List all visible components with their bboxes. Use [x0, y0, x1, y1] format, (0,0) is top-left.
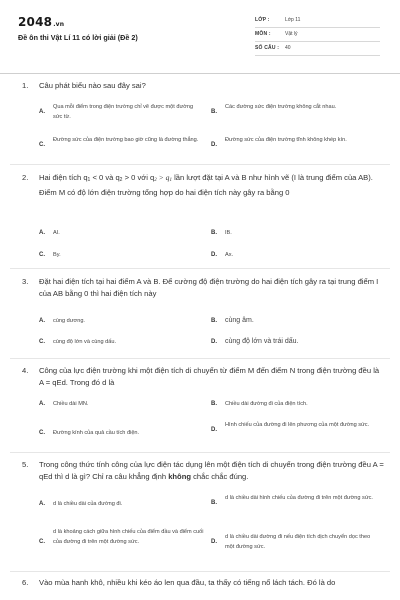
question-stem: [22, 80, 384, 92]
meta-count-value: 40: [285, 45, 291, 51]
meta-grade-value: Lớp 11: [285, 17, 301, 23]
option-letter: B.: [211, 401, 217, 407]
option-text: d là chiều dài hình chiếu của đường đi trên một đường sức.: [225, 495, 373, 501]
option-letter: C.: [39, 339, 45, 345]
exam-header: [0, 0, 400, 72]
option-letter: C.: [39, 142, 45, 148]
option-text: Chiều dài MN.: [53, 401, 89, 407]
option-text: cùng độ lớn và trái dấu.: [225, 338, 299, 345]
question-text: Vào mùa hanh khô, nhiều khi kéo áo len qua đầu, ta thấy có tiếng nổ lách tách. Đó là do: [39, 578, 336, 587]
question-6: [22, 577, 384, 589]
option-letter: A.: [39, 109, 45, 115]
option-text: Đường sức của điện trường tĩnh không khép kín.: [225, 137, 347, 143]
question-5: [22, 459, 384, 550]
question-stem: [22, 365, 384, 389]
option-text: cùng độ lớn và cùng dấu.: [53, 339, 117, 345]
option-letter: B.: [211, 109, 217, 115]
question-number: 6.: [22, 578, 29, 587]
logo-suffix: .vn: [53, 21, 65, 28]
option-text: Qua mỗi điểm trong điện trường chỉ vẽ được một đường sức từ.: [53, 104, 194, 120]
option-text: cùng dương.: [53, 318, 85, 324]
option-letter: B.: [211, 500, 217, 506]
question-stem: [22, 459, 384, 483]
option-letter: D.: [211, 427, 217, 433]
logo-text: 2048: [18, 15, 53, 29]
question-text: Trong công thức tính công của lực điện tác dụng lên một điện tích di chuyển trong điện trường đều A = qEd thì d là gì? Chỉ ra câu khẳng định không chắc chắc đúng.: [39, 460, 384, 481]
option-text: d là chiều dài đường đi nếu điện tích dịch chuyển dọc theo một đường sức.: [225, 534, 371, 550]
meta-count-key: SỐ CÂU :: [255, 45, 280, 51]
option-letter: C.: [39, 430, 45, 436]
question-3: [22, 276, 384, 345]
option-letter: B.: [211, 318, 217, 324]
option-letter: D.: [211, 539, 217, 545]
meta-subject-key: MÔN :: [255, 31, 271, 37]
question-text: Câu phát biểu nào sau đây sai?: [39, 81, 146, 90]
site-logo[interactable]: [18, 15, 64, 29]
question-stem: [22, 276, 384, 300]
question-divider: [10, 268, 390, 269]
meta-count: [255, 42, 380, 56]
exam-title: Đề ôn thi Vật Lí 11 có lời giải (Đề 2): [18, 33, 138, 42]
option-text: Các đường sức điện trường không cắt nhau.: [225, 104, 337, 110]
option-text: IB.: [225, 230, 232, 236]
option-letter: A.: [39, 401, 45, 407]
option-text: Chiều dài đường đi của điện tích.: [225, 401, 308, 407]
option-text: By.: [53, 252, 61, 258]
question-4: [22, 365, 384, 436]
meta-subject: [255, 28, 380, 42]
option-text: Ax.: [225, 252, 234, 258]
option-letter: C.: [39, 252, 45, 258]
question-stem: [22, 577, 384, 589]
question-2: [22, 172, 384, 258]
question-divider: [10, 164, 390, 165]
meta-grade: [255, 14, 380, 28]
question-text: Đặt hai điện tích tại hai điểm A và B. Để cường độ điện trường do hai điện tích gây ra tại trung điểm I của AB bằng 0 thì hai điện tích này: [39, 277, 379, 298]
option-letter: A.: [39, 318, 45, 324]
option-letter: B.: [211, 230, 217, 236]
option-letter: D.: [211, 339, 217, 345]
question-number: 5.: [22, 460, 29, 469]
meta-subject-value: Vật lý: [285, 31, 298, 37]
question-number: 3.: [22, 277, 29, 286]
question-1: [22, 80, 384, 148]
option-text: d là khoảng cách giữa hình chiếu của điểm đầu và điểm cuối của đường đi trên một đường sức.: [53, 529, 204, 545]
question-divider: [10, 571, 390, 572]
question-number: 2.: [22, 173, 29, 182]
question-divider: [10, 452, 390, 453]
emphasis-not: không: [168, 472, 191, 481]
question-divider: [10, 358, 390, 359]
option-text: cùng âm.: [225, 317, 254, 324]
question-number: 4.: [22, 366, 29, 375]
option-letter: A.: [39, 501, 45, 507]
option-text: AI.: [53, 230, 60, 236]
option-text: Đường sức của điện trường bao giờ cũng là đường thẳng.: [53, 137, 199, 143]
option-text: Đường kính của quả cầu tích điện.: [53, 430, 140, 436]
option-text: Hình chiếu của đường đi lên phương của một đường sức.: [225, 422, 370, 428]
question-text: Hai điện tích $q_1 < 0$ và $q_2 > 0$ với $q_2 > q_1$ lần lượt đặt tại A và B như hình vẽ (I là trung điểm của AB). Điểm M có độ lớn điện trường tổng hợp do hai điện tích này gây ra bằng 0: [39, 173, 373, 197]
option-letter: A.: [39, 230, 45, 236]
option-letter: C.: [39, 539, 45, 545]
question-stem: [22, 172, 384, 199]
option-letter: D.: [211, 142, 217, 148]
header-divider: [0, 73, 400, 74]
question-text: Công của lực điện trường khi một điện tích di chuyển từ điểm M đến điểm N trong điện trường đều là A = qEd. Trong đó d là: [39, 366, 380, 387]
option-letter: D.: [211, 252, 217, 258]
meta-grade-key: LỚP :: [255, 17, 270, 23]
option-text: d là chiều dài của đường đi.: [53, 501, 123, 507]
question-number: 1.: [22, 81, 29, 90]
